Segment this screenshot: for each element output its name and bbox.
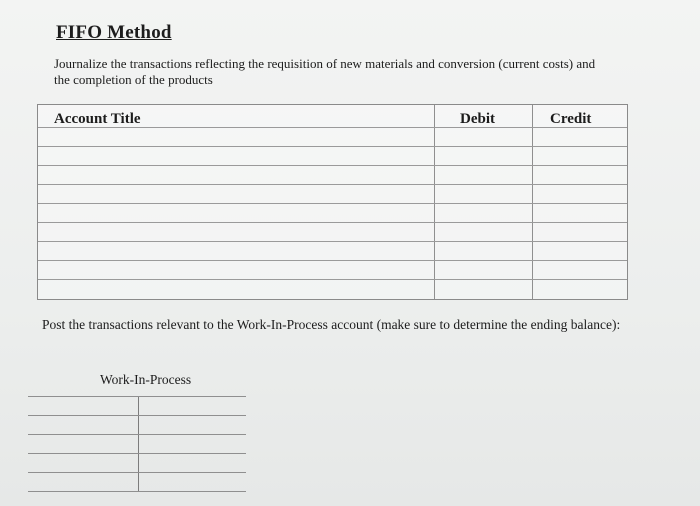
posting-instruction: Post the transactions relevant to the Work-In-Process account (make sure to determine the ending balance): bbox=[42, 317, 621, 332]
debit-column-divider bbox=[434, 105, 435, 299]
journal-row-line bbox=[38, 241, 627, 242]
t-account-row-line bbox=[28, 491, 246, 492]
credit-column-divider bbox=[532, 105, 533, 299]
t-account-row-line bbox=[28, 472, 246, 473]
column-header-debit: Debit bbox=[460, 111, 495, 127]
journal-row-line bbox=[38, 260, 627, 261]
journal-entry-table bbox=[37, 104, 628, 300]
t-account-row-line bbox=[28, 453, 246, 454]
column-header-account-title: Account Title bbox=[54, 111, 141, 127]
journal-row-line bbox=[38, 279, 627, 280]
journal-instruction: Journalize the transactions reflecting the requisition of new materials and conversion (current costs) and the completion of the products bbox=[54, 56, 596, 87]
t-account-row-line bbox=[28, 434, 246, 435]
journal-row-line bbox=[38, 222, 627, 223]
journal-row-line bbox=[38, 203, 627, 204]
t-account-title: Work-In-Process bbox=[100, 372, 192, 387]
t-account-row-line bbox=[28, 415, 246, 416]
journal-row-line bbox=[38, 146, 627, 147]
journal-row-line bbox=[38, 184, 627, 185]
column-header-credit: Credit bbox=[550, 111, 592, 127]
t-account-center-line bbox=[138, 396, 139, 492]
work-in-process-t-account bbox=[28, 396, 246, 492]
page-title: FIFO Method bbox=[56, 22, 172, 43]
t-account-top-line bbox=[28, 396, 246, 397]
journal-row-line bbox=[38, 165, 627, 166]
header-row-divider bbox=[38, 127, 627, 128]
